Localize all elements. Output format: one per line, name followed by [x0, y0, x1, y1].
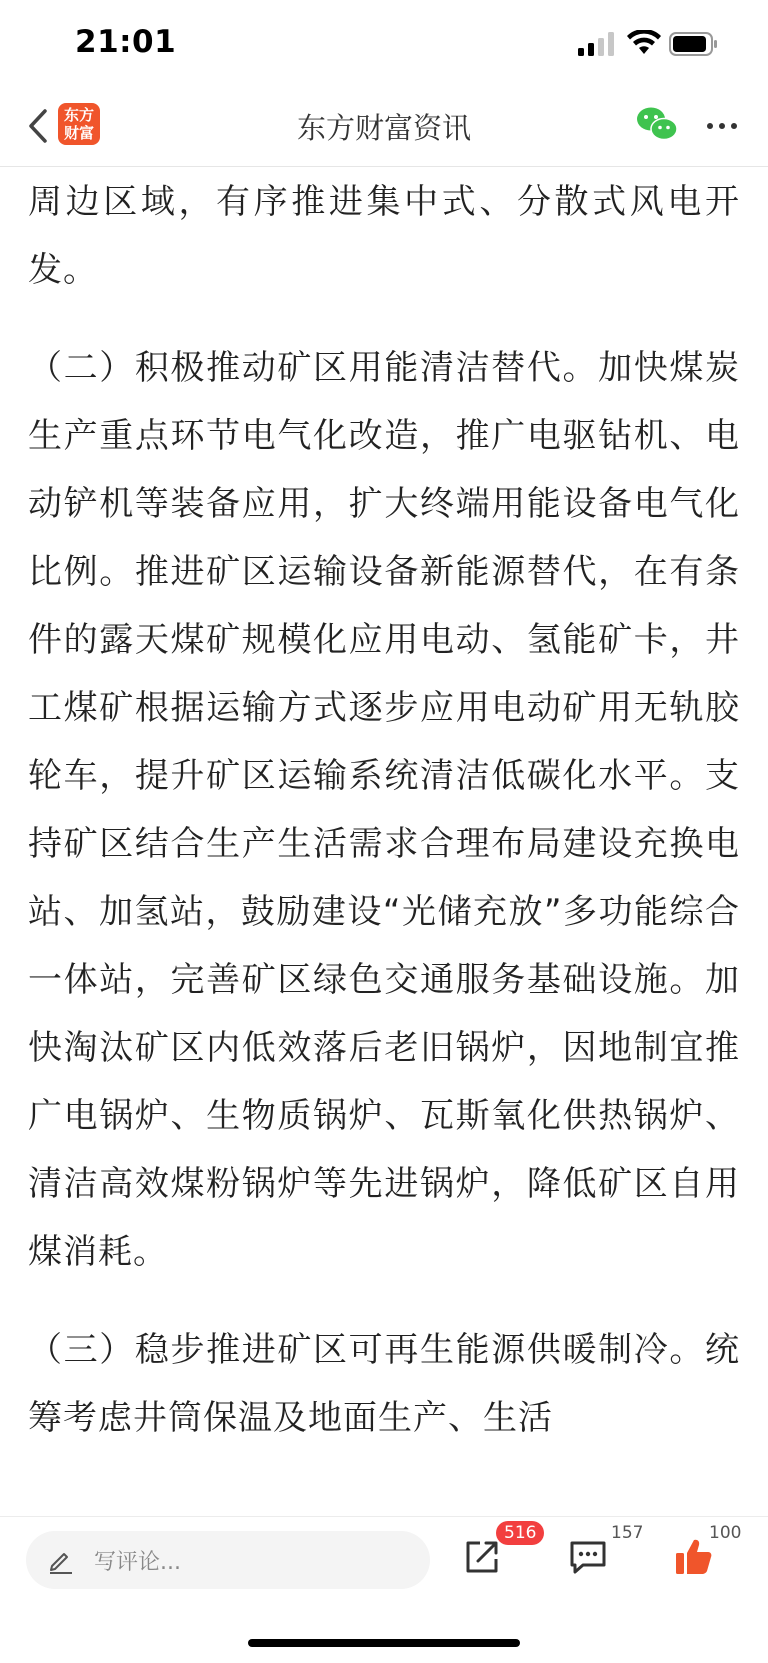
share-icon: [464, 1539, 500, 1575]
page-title: 东方财富资讯: [296, 111, 471, 145]
content-fade: [0, 1488, 768, 1516]
like-count: 100: [709, 1523, 742, 1543]
cellular-signal-icon: [578, 32, 616, 56]
logo-text-line2: 财富: [63, 124, 94, 142]
article-paragraph: （三）稳步推进矿区可再生能源供暖制冷。统筹考虑井筒保温及地面生产、生活: [28, 1330, 740, 1438]
comment-placeholder: 写评论...: [94, 1549, 181, 1575]
comment-input[interactable]: [26, 1531, 430, 1589]
bottom-action-bar: [0, 1516, 768, 1663]
article-paragraph: （二）积极推动矿区用能清洁替代。加快煤炭生产重点环节电气化改造，推广电驱钻机、电动铲机等装备应用，扩大终端用能设备电气化比例。推进矿区运输设备新能源替代，在有条件的露天煤矿规模化应用电动、氢能矿卡，井工煤矿根据运输方式逐步应用电动矿用无轨胶轮车，提升矿区运输系统清洁低碳化水平。支持矿区结合生产生活需求合理布局建设充换电站、加氢站，鼓励建设“光储充放”多功能综合一体站，完善矿区绿色交通服务基础设施。加快淘汰矿区内低效落后老旧锅炉，因地制宜推广电锅炉、生物质锅炉、瓦斯氧化供热锅炉、清洁高效煤粉锅炉等先进锅炉，降低矿区自用煤消耗。: [28, 348, 740, 1272]
battery-icon: [669, 32, 719, 56]
pencil-icon: [46, 1545, 76, 1575]
comments-button[interactable]: [564, 1533, 612, 1581]
comment-count: 157: [611, 1523, 644, 1543]
wifi-icon: [627, 30, 661, 56]
home-indicator: [248, 1639, 520, 1647]
article-paragraph: 周边区域，有序推进集中式、分散式风电开发。: [28, 182, 740, 290]
more-dot-icon: [731, 123, 737, 129]
wechat-share-icon[interactable]: [636, 106, 678, 142]
more-menu-button[interactable]: [702, 108, 742, 144]
share-count-badge: 516: [496, 1521, 544, 1545]
more-dot-icon: [719, 123, 725, 129]
article-body: [28, 166, 740, 1516]
more-dot-icon: [707, 123, 713, 129]
nav-bar: [0, 88, 768, 167]
status-time: 21:01: [75, 24, 177, 60]
status-bar: [0, 0, 768, 88]
thumbs-up-icon: [674, 1537, 714, 1577]
logo-text-line1: 东方: [63, 106, 94, 124]
comment-bubble-icon: [569, 1539, 607, 1575]
